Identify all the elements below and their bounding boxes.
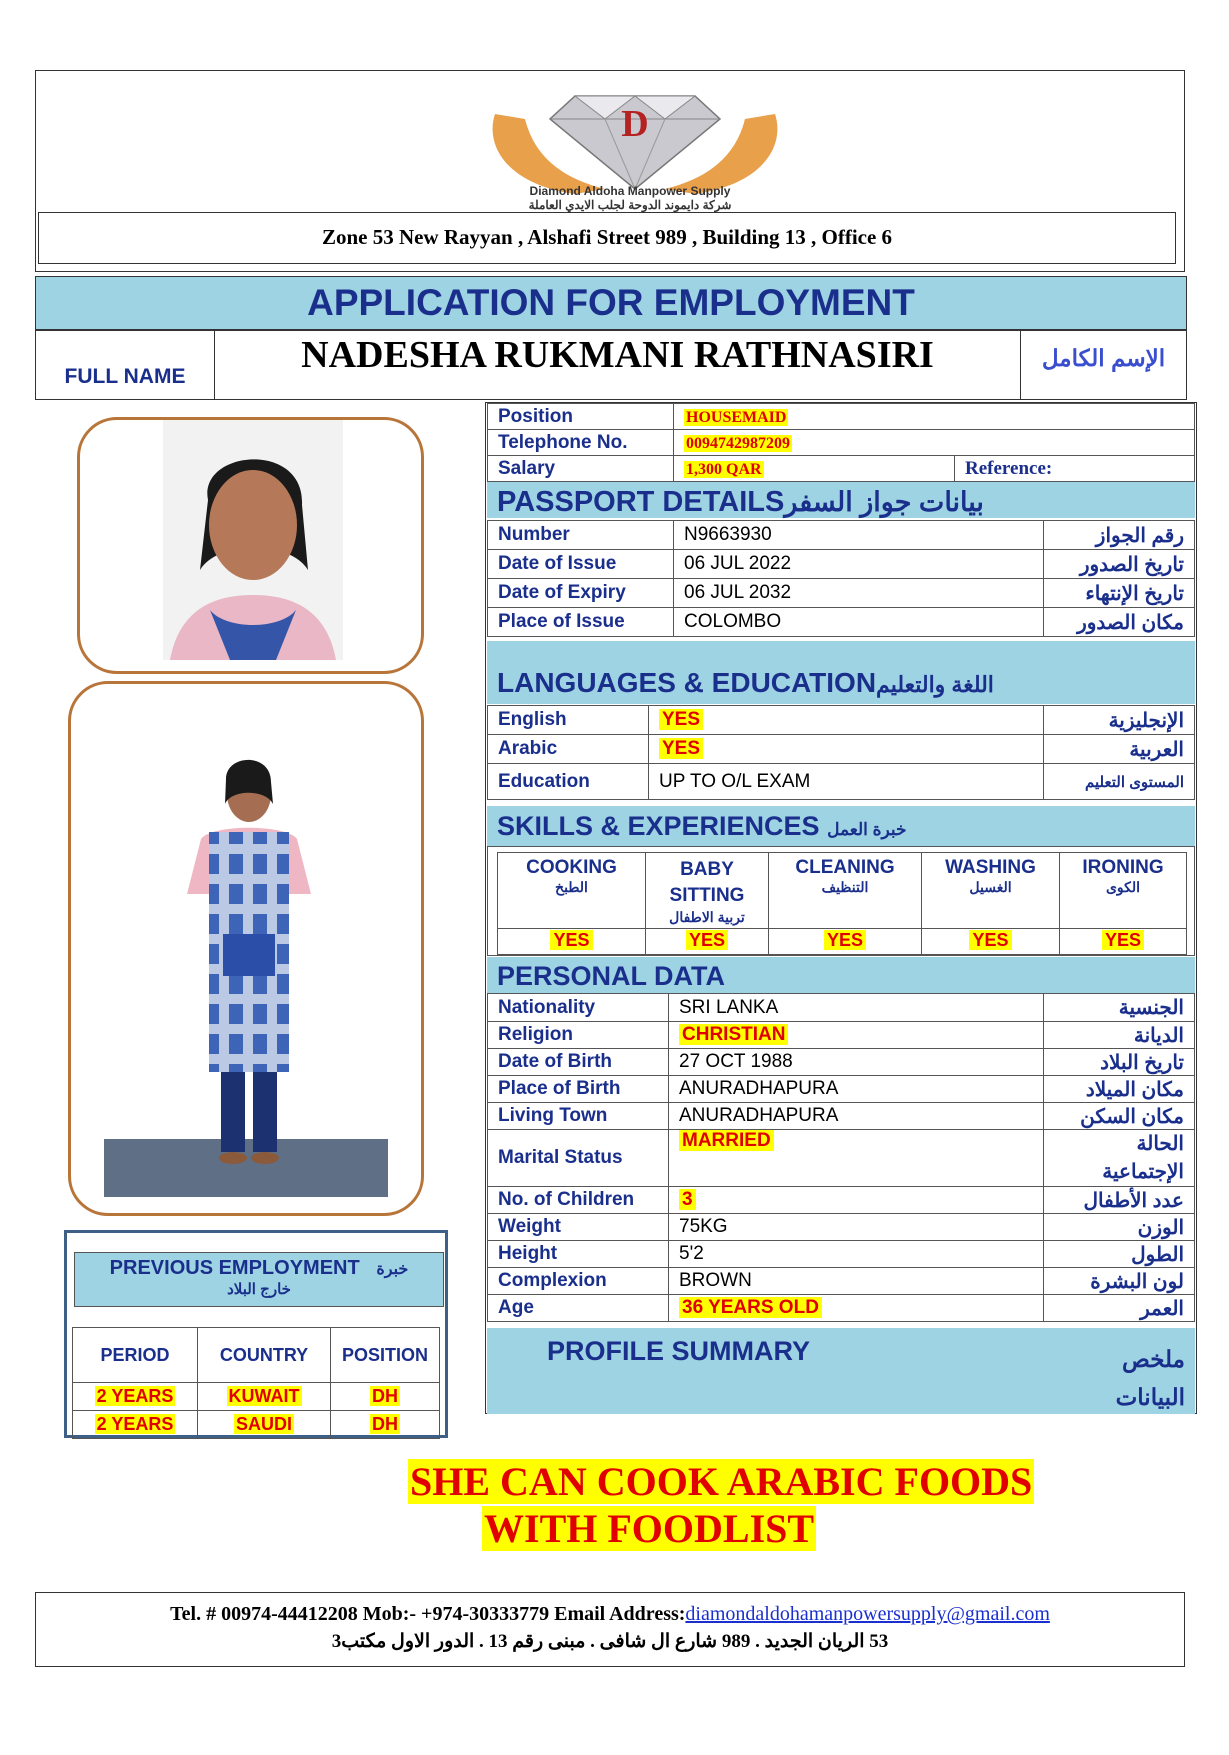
passport-table [487, 520, 1195, 637]
employment-period: 2 YEARS [96, 1414, 174, 1434]
passport-row-label-ar: مكان الصدور [1044, 608, 1195, 637]
previous-employment-title-ar-1: خبرة [376, 1261, 409, 1278]
previous-employment-title-ar-2: خارج البلاد [227, 1281, 291, 1298]
employment-country: SAUDI [235, 1414, 292, 1434]
skills-title-ar: خبرة العمل [827, 820, 907, 839]
passport-row-label: Date of Expiry [488, 579, 674, 608]
job-info-table [487, 403, 1195, 482]
page-title: APPLICATION FOR EMPLOYMENT [35, 276, 1187, 330]
passport-row-label-ar: رقم الجواز [1044, 521, 1195, 550]
languages-section-title [487, 641, 1195, 704]
table-row [488, 1076, 1195, 1103]
table-row [488, 608, 1195, 637]
table-row [488, 1295, 1195, 1322]
personal-row-label: Age [488, 1295, 669, 1322]
language-row-label: Education [488, 764, 649, 800]
position-label: Position [488, 404, 674, 430]
languages-table [487, 705, 1195, 800]
header-country: COUNTRY [198, 1328, 331, 1383]
language-row-value: YES [659, 709, 703, 730]
passport-title: PASSPORT DETAILS [497, 486, 785, 518]
reference-label: Reference: [955, 456, 1195, 482]
table-row [488, 579, 1195, 608]
language-row-value: UP TO O/L EXAM [649, 764, 1044, 800]
logo-monogram: D [621, 103, 649, 145]
personal-row-label: Place of Birth [488, 1076, 669, 1103]
skill-name: CLEANING [795, 857, 895, 878]
passport-row-label: Date of Issue [488, 550, 674, 579]
personal-row-label-ar: تاريخ البلاد [1044, 1049, 1195, 1076]
passport-row-label: Number [488, 521, 674, 550]
passport-row-label-ar: تاريخ الصدور [1044, 550, 1195, 579]
language-row-value: YES [659, 738, 703, 759]
personal-section-title: PERSONAL DATA [487, 957, 1195, 993]
portrait-photo [77, 417, 424, 674]
note-line-2 [482, 1505, 816, 1552]
skill-name: WASHING [945, 857, 1036, 878]
personal-row-label: Height [488, 1241, 669, 1268]
personal-row-label: Nationality [488, 994, 669, 1022]
employment-position: DH [372, 1414, 398, 1434]
personal-row-label: Religion [488, 1022, 669, 1049]
full-name-value: NADESHA RUKMANI RATHNASIRI [301, 334, 934, 376]
language-row-label-ar: الإنجليزية [1044, 706, 1195, 735]
portrait-person-icon [80, 420, 424, 674]
personal-row-label-ar: الديانة [1044, 1022, 1195, 1049]
skill-value: YES [686, 930, 728, 950]
table-row [488, 764, 1195, 800]
footer-email-link[interactable]: diamondaldohamanpowersupply@gmail.com [685, 1603, 1050, 1625]
language-row-label-ar: العربية [1044, 735, 1195, 764]
personal-row-value: 75KG [669, 1214, 1044, 1241]
previous-employment-title: PREVIOUS EMPLOYMENT [109, 1257, 360, 1279]
table-row [488, 521, 1195, 550]
personal-row-value: BROWN [669, 1268, 1044, 1295]
full-name-label: FULL NAME [35, 330, 215, 400]
telephone-value: 0094742987209 [686, 434, 790, 452]
personal-row-label: Complexion [488, 1268, 669, 1295]
table-row [73, 1411, 440, 1439]
personal-row-label-ar: الحالة الإجتماعية [1044, 1130, 1195, 1187]
skill-value: YES [1102, 930, 1144, 950]
personal-row-value: MARRIED [679, 1130, 774, 1151]
full-body-person-icon [71, 684, 424, 1216]
employment-position: DH [372, 1386, 398, 1406]
personal-table [487, 993, 1195, 1322]
telephone-label: Telephone No. [488, 430, 674, 456]
skill-name-ar: الطبخ [555, 879, 588, 895]
table-row [488, 1268, 1195, 1295]
personal-row-label-ar: مكان الميلاد [1044, 1076, 1195, 1103]
personal-row-value: ANURADHAPURA [669, 1103, 1044, 1130]
position-value: HOUSEMAID [686, 408, 787, 426]
table-row [488, 994, 1195, 1022]
passport-row-value: COLOMBO [674, 608, 1044, 637]
salary-label: Salary [488, 456, 674, 482]
skill-name: COOKING [526, 857, 617, 878]
personal-row-value: SRI LANKA [669, 994, 1044, 1022]
note-text-1: SHE CAN COOK ARABIC FOODS [410, 1459, 1033, 1504]
skill-name-ar: تربية الاطفال [669, 909, 745, 925]
table-row [488, 1241, 1195, 1268]
full-body-photo [68, 681, 424, 1216]
languages-title: LANGUAGES & EDUCATION [497, 667, 877, 698]
table-row [488, 1022, 1195, 1049]
passport-row-value: 06 JUL 2032 [674, 579, 1044, 608]
previous-employment-table [72, 1327, 440, 1439]
personal-row-label-ar: العمر [1044, 1295, 1195, 1322]
table-row [488, 735, 1195, 764]
table-row [488, 1049, 1195, 1076]
personal-row-value: 5'2 [669, 1241, 1044, 1268]
table-row [488, 706, 1195, 735]
previous-employment-header [74, 1252, 444, 1307]
personal-row-value: 3 [679, 1189, 696, 1210]
personal-row-label-ar: مكان السكن [1044, 1103, 1195, 1130]
language-row-label: English [488, 706, 649, 735]
passport-row-label: Place of Issue [488, 608, 674, 637]
footer-box [35, 1592, 1185, 1667]
personal-row-label-ar: عدد الأطفال [1044, 1187, 1195, 1214]
table-row [488, 1187, 1195, 1214]
profile-summary-title-ar: ملخص البيانات [1115, 1346, 1185, 1410]
personal-row-value: CHRISTIAN [679, 1024, 788, 1045]
skill-name-ar: الكوى [1105, 879, 1141, 895]
personal-row-label-ar: الطول [1044, 1241, 1195, 1268]
personal-row-label: Date of Birth [488, 1049, 669, 1076]
table-row [488, 1214, 1195, 1241]
passport-row-value: N9663930 [674, 521, 1044, 550]
skill-name-ar: التنظيف [821, 879, 869, 895]
skill-name: BABY SITTING [669, 859, 745, 906]
skill-name: IRONING [1082, 857, 1164, 878]
language-row-label: Arabic [488, 735, 649, 764]
skill-name-ar: الغسيل [969, 879, 1012, 895]
skill-value: YES [550, 930, 592, 950]
skill-value: YES [969, 930, 1011, 950]
personal-row-label-ar: الوزن [1044, 1214, 1195, 1241]
skills-table [497, 852, 1187, 955]
employment-country: KUWAIT [228, 1386, 300, 1406]
passport-section-title [487, 482, 1195, 518]
languages-title-ar: اللغة والتعليم [876, 672, 994, 697]
passport-row-label-ar: تاريخ الإنتهاء [1044, 579, 1195, 608]
skills-title: SKILLS & EXPERIENCES [497, 811, 820, 841]
header-period: PERIOD [73, 1328, 198, 1383]
header-position: POSITION [331, 1328, 440, 1383]
passport-title-ar: بيانات جواز السفر [784, 487, 984, 517]
personal-row-label: No. of Children [488, 1187, 669, 1214]
footer-address-ar: 53 الريان الجديد . 989 شارع ال شافى . مبنى رقم 13 . الدور الاول مكتب3 [331, 1631, 889, 1652]
table-row [488, 1103, 1195, 1130]
personal-row-label: Weight [488, 1214, 669, 1241]
passport-row-value: 06 JUL 2022 [674, 550, 1044, 579]
table-row [488, 1130, 1195, 1187]
logo-name-ar: شركة دايموند الدوحة لجلب الايدي العاملة [528, 198, 732, 212]
full-name-label-ar: الإسم الكامل [1020, 330, 1187, 400]
personal-row-label: Marital Status [488, 1130, 669, 1187]
address-bar: Zone 53 New Rayyan , Alshafi Street 989 , Building 13 , Office 6 [38, 212, 1176, 264]
personal-row-value: 36 YEARS OLD [679, 1297, 822, 1318]
language-row-label-ar: المستوى التعليم [1044, 764, 1195, 800]
table-row [73, 1383, 440, 1411]
profile-summary-title: PROFILE SUMMARY [547, 1336, 810, 1366]
note-line-1 [408, 1458, 1034, 1505]
personal-row-label-ar: لون البشرة [1044, 1268, 1195, 1295]
note-text-2: WITH FOODLIST [484, 1506, 815, 1551]
personal-row-label-ar: الجنسية [1044, 994, 1195, 1022]
table-row [488, 550, 1195, 579]
salary-value: 1,300 QAR [686, 460, 762, 478]
personal-row-value: ANURADHAPURA [669, 1076, 1044, 1103]
personal-row-label: Living Town [488, 1103, 669, 1130]
profile-summary-box [487, 1328, 1195, 1414]
skills-section-title [487, 806, 1195, 846]
logo-name: Diamond Aldoha Manpower Supply [529, 184, 731, 198]
employment-period: 2 YEARS [96, 1386, 174, 1406]
footer-contact: Tel. # 00974-44412208 Mob:- +974-30333779 Email Address: [170, 1603, 686, 1625]
skill-value: YES [824, 930, 866, 950]
personal-row-value: 27 OCT 1988 [669, 1049, 1044, 1076]
